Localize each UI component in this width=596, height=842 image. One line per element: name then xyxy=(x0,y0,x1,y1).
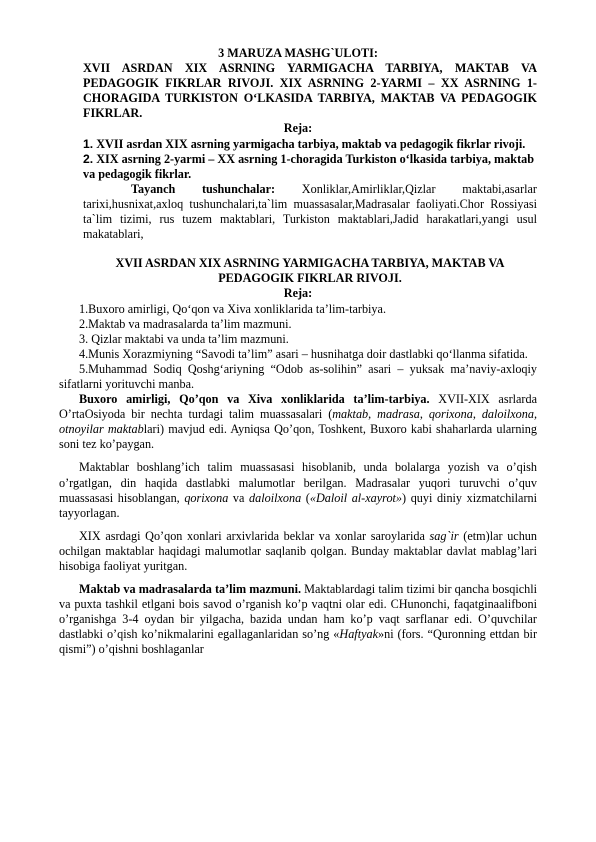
paragraph-2: Maktablar boshlang’ich talim muassasasi hisoblanib, unda bolalarga yozish va o’qish o’rgatlgan, din haqida dastlabki malumotlar berilgan. Madrasalar yuqori turuvchi o’quv muassasasi hisoblangan, qorixona va daloilxona («Daloil al-xayrot») quyi diniy xizmatchilarni tayyorlagan. xyxy=(59,460,538,520)
plan-item-2 xyxy=(59,152,537,182)
sub-plan-item: 4.Munis Xorazmiyning “Savodi ta’lim” asari – husnihatga doir dastlabki qo‘llanma sifatida. xyxy=(79,346,528,361)
paragraph-lead: Maktab va madrasalarda ta’lim mazmuni. xyxy=(79,582,302,597)
plan-item-text: XIX asrning 2-yarmi – XX asrning 1-choragida Turkiston o‘lkasida tarbiya, maktab va pedagogik fikrlar. xyxy=(83,151,535,181)
paragraph-1: Buxoro amirligi, Qo’qon va Xiva xonliklarida ta’lim-tarbiya. XVII-XIX asrlarda O’rtaOsiyoda bir nechta turdagi talim muassasalari (maktab, madrasa, qorixona, daloilxona, otnoyilar maktablari) mavjud edi. Ayniqsa Qo’qon, Toshkent, Buxoro kabi shaharlarda ularning soni tez ko’paygan. xyxy=(59,392,538,452)
paragraph-4: Maktab va madrasalarda ta’lim mazmuni. Maktablardagi talim tizimi bir qancha bosqichli va puxta tashkil etlgani bois savod o’rganish ko’p vaqtni olar edi. CHunonchi, faqatginaalifboni o’rganishga 3-4 oydan bir yilgacha, bazida undan ham ko’p vaqt sarflanar edi. O’quvchilar dastlabki o’qish ko’nikmalarini egallaganlaridan so’ng «Haftyak»ni (fors. “Quronning ettdan bir qismi”) o’qishni boshlaganlar xyxy=(59,582,538,657)
plan-item-number: 2. xyxy=(83,151,94,166)
reja-label: Reja: xyxy=(283,121,313,136)
sub-plan-item: 3. Qizlar maktabi va unda ta’lim mazmuni. xyxy=(79,331,289,346)
key-concepts-label: Tayanch tushunchalar: xyxy=(131,181,276,196)
document-page xyxy=(59,46,537,658)
paragraph-3: XIX asrdagi Qo’qon xonlari arxivlarida beklar va xonlar saroylarida sag`ir (etm)lar uchun ochilgan maktablar haqidagi malumotlar saqlanib qolgan. Bunday maktablar davlat mablag’lari hisobiga faoliyat yuritgan. xyxy=(59,528,537,573)
key-concepts-text: Xonliklar,Amirliklar,Qizlar maktabi,asarlar tarixi,husnixat,axloq tushunchalari,ta`lim muassasalar,Madrasalar faoliyati.Chor Rossiyasi ta`lim tizimi, rus tuzem maktablari, Turkiston maktablari,Jadid harakatlari,yangi usul makatablari, xyxy=(83,181,537,242)
paragraph-lead: Buxoro amirligi, Qo’qon va Xiva xonliklarida ta’lim-tarbiya. xyxy=(79,392,430,407)
section-heading: XVII ASRDAN XIX ASRNING YARMIGACHA TARBIYA, MAKTAB VA PEDAGOGIK FIKRLAR RIVOJI. xyxy=(115,256,505,286)
plan-item-text: XVII asrdan XIX asrning yarmigacha tarbiya, maktab va pedagogik fikrlar rivoji. xyxy=(96,136,526,151)
plan-item-1 xyxy=(59,137,537,152)
main-heading: XVII ASRDAN XIX ASRNING YARMIGACHA TARBIYA, MAKTAB VA PEDAGOGIK FIKRLAR RIVOJI. XIX ASRNING 2-YARMI – XX ASRNING 1-CHORAGIDA TURKISTON O‘LKASIDA TARBIYA, MAKTAB VA PEDAGOGIK FIKRLAR. xyxy=(83,61,537,121)
key-concepts xyxy=(59,182,537,242)
lecture-title: 3 MARUZA MASHG`ULOTI: xyxy=(218,46,378,60)
sub-plan-item: 1.Buxoro amirligi, Qo‘qon va Xiva xonliklarida ta’lim-tarbiya. xyxy=(79,301,386,316)
sub-plan-item: 2.Maktab va madrasalarda ta’lim mazmuni. xyxy=(79,316,292,331)
plan-item-number: 1. xyxy=(83,136,94,151)
reja-label-2: Reja: xyxy=(283,286,313,301)
sub-plan-item: 5.Muhammad Sodiq Qoshg‘ariyning “Odob as-solihin” asari – yuksak ma’naviy-axloqiy sifatlarni yorituvchi manba. xyxy=(59,361,537,391)
